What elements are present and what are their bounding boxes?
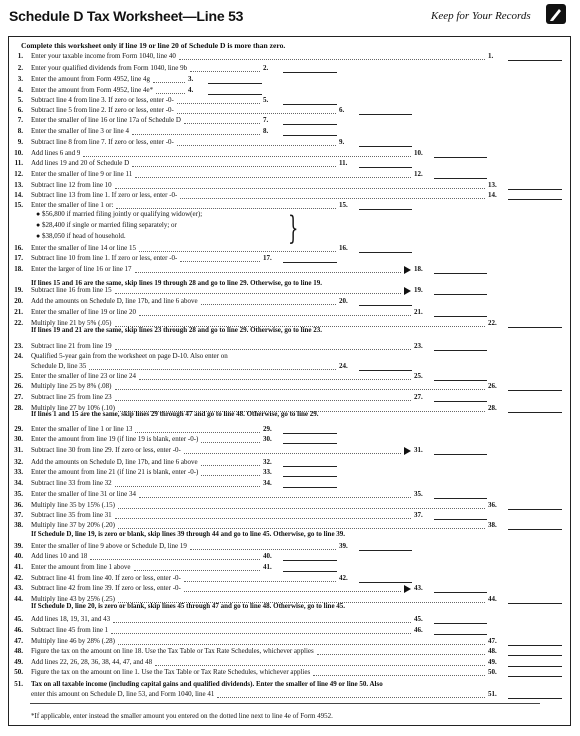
bullet-text: $38,050 if head of household. xyxy=(41,232,126,240)
line-number: 23. xyxy=(14,342,23,350)
dot-leader xyxy=(115,394,411,401)
dot-leader xyxy=(190,543,336,550)
line-text: Subtract line 10 from line 1. If zero or less, enter -0- xyxy=(31,254,178,262)
dot-leader xyxy=(115,343,411,350)
footnote: *If applicable, enter instead the smaller amount you entered on the dotted line next to line 4e of Form 4952. xyxy=(31,712,333,720)
amount-entry-field[interactable] xyxy=(508,404,562,413)
dot-leader xyxy=(115,182,485,189)
amount-entry-field[interactable] xyxy=(434,584,487,593)
box-label: 36. xyxy=(488,501,497,509)
box-label: 20. xyxy=(339,297,348,305)
amount-entry-field[interactable] xyxy=(283,468,337,477)
box-label: 45. xyxy=(414,615,423,623)
instruction-lines-1-15: If lines 1 and 15 are the same, skip lines 29 through 47 and go to line 48. Otherwise, go to line 29. xyxy=(31,410,319,418)
amount-entry-field[interactable] xyxy=(359,201,412,210)
box-label: 44. xyxy=(488,595,497,603)
amount-entry-field[interactable] xyxy=(508,319,562,328)
line-number: 42. xyxy=(14,574,23,582)
instruction-sched-d-line-20: If Schedule D, line 20, is zero or blank, skip lines 45 through 47 and go to line 48. Otherwise, go to line 45. xyxy=(31,602,346,610)
dot-leader xyxy=(155,659,485,666)
line-text: Enter your taxable income from Form 1040, line 40 xyxy=(31,52,176,60)
box-label: 13. xyxy=(488,181,497,189)
amount-entry-field[interactable] xyxy=(359,574,412,583)
dot-leader xyxy=(139,245,336,252)
dot-leader xyxy=(217,691,485,698)
line-text-continued: Schedule D, line 35 xyxy=(31,362,87,370)
line-text: Enter the smaller of line 14 or line 15 xyxy=(31,244,136,252)
line-number: 48. xyxy=(14,647,23,655)
line-number: 5. xyxy=(17,96,23,104)
dot-leader xyxy=(134,564,260,571)
amount-entry-field[interactable] xyxy=(283,254,337,263)
line-number: 38. xyxy=(14,521,23,529)
line-number: 29. xyxy=(14,425,23,433)
amount-entry-field[interactable] xyxy=(434,342,487,351)
amount-entry-field[interactable] xyxy=(508,52,562,61)
line-number: 34. xyxy=(14,479,23,487)
arrow-icon xyxy=(404,447,411,455)
line-number: 50. xyxy=(14,668,23,676)
box-label: 46. xyxy=(414,626,423,634)
dot-leader xyxy=(139,373,411,380)
line-text: Multiply line 37 by 20% (.20) xyxy=(31,521,115,529)
line-number: 39. xyxy=(14,542,23,550)
line-number: 21. xyxy=(14,308,23,316)
box-label: 41. xyxy=(263,563,272,571)
box-label: 33. xyxy=(263,468,272,476)
amount-entry-field[interactable] xyxy=(508,690,562,699)
arrow-icon xyxy=(404,287,411,295)
amount-entry-field[interactable] xyxy=(508,191,562,200)
amount-entry-field[interactable] xyxy=(434,149,487,158)
line-text: Enter the smaller of line 19 or line 20 xyxy=(31,308,136,316)
line-number: 2. xyxy=(17,64,23,72)
line-number: 16. xyxy=(14,244,23,252)
box-label: 42. xyxy=(339,574,348,582)
line-number: 22. xyxy=(14,319,23,327)
amount-entry-field[interactable] xyxy=(359,362,412,371)
amount-entry-field[interactable] xyxy=(434,446,487,455)
line-text: Enter the amount from Form 4952, line 4g xyxy=(31,75,150,83)
line-number: 14. xyxy=(14,191,23,199)
amount-entry-field[interactable] xyxy=(508,521,562,530)
amount-entry-field[interactable] xyxy=(434,265,487,274)
amount-entry-field[interactable] xyxy=(434,490,487,499)
amount-entry-field[interactable] xyxy=(283,552,337,561)
dot-leader xyxy=(156,87,185,94)
box-label: 32. xyxy=(263,458,272,466)
line-text: Tax on all taxable income (including capital gains and qualified dividends). Enter the smaller of line 49 or line 50. Also xyxy=(31,680,383,688)
line-number: 35. xyxy=(14,490,23,498)
box-label: 19. xyxy=(414,286,423,294)
line-text: Enter the amount from Form 4952, line 4e* xyxy=(31,86,154,94)
line-text: Add lines 18, 19, 31, and 43 xyxy=(31,615,111,623)
line-number: 13. xyxy=(14,181,23,189)
dot-leader xyxy=(179,53,485,60)
dot-leader xyxy=(201,436,260,443)
bullet-text: $28,400 if single or married filing separately; or xyxy=(41,221,177,229)
box-label: 2. xyxy=(263,64,269,72)
amount-entry-field[interactable] xyxy=(283,64,337,73)
dot-leader xyxy=(184,585,401,592)
line-text: Enter the smaller of line 9 or line 11 xyxy=(31,170,133,178)
box-label: 27. xyxy=(414,393,423,401)
line-text: Subtract line 35 from line 31 xyxy=(31,511,112,519)
line-number: 24. xyxy=(14,352,23,360)
box-label: 30. xyxy=(263,435,272,443)
amount-entry-field[interactable] xyxy=(283,425,337,434)
line-text: Multiply line 27 by 10% (.10) xyxy=(31,404,115,412)
box-label: 26. xyxy=(488,382,497,390)
line-number: 37. xyxy=(14,511,23,519)
amount-entry-field[interactable] xyxy=(283,127,337,136)
line-text: Subtract line 33 from line 32 xyxy=(31,479,112,487)
box-label: 23. xyxy=(414,342,423,350)
amount-entry-field[interactable] xyxy=(434,615,487,624)
box-label: 14. xyxy=(488,191,497,199)
line-text: Enter the smaller of line 16 or line 17a of Schedule D xyxy=(31,116,181,124)
amount-entry-field[interactable] xyxy=(508,181,562,190)
amount-entry-field[interactable] xyxy=(434,372,487,381)
line-text: Subtract line 8 from line 7. If zero or less, enter -0- xyxy=(31,138,174,146)
line-text: Enter your qualified dividends from Form 1040, line 9b xyxy=(31,64,188,72)
dot-leader xyxy=(90,553,260,560)
box-label: 28. xyxy=(488,404,497,412)
line-number: 25. xyxy=(14,372,23,380)
amount-entry-field[interactable] xyxy=(283,458,337,467)
line-text: Add lines 6 and 9 xyxy=(31,149,81,157)
dot-leader xyxy=(184,447,401,454)
line-number: 19. xyxy=(14,286,23,294)
line-text: Enter the smaller of line 31 or line 34 xyxy=(31,490,136,498)
line-number: 44. xyxy=(14,595,23,603)
pen-icon xyxy=(546,4,566,24)
line-text: Enter the larger of line 16 or line 17 xyxy=(31,265,132,273)
box-label: 22. xyxy=(488,319,497,327)
dot-leader xyxy=(89,363,336,370)
dot-leader xyxy=(115,480,260,487)
dot-leader xyxy=(111,627,411,634)
box-label: 49. xyxy=(488,658,497,666)
amount-entry-field[interactable] xyxy=(208,75,262,84)
amount-entry-field[interactable] xyxy=(434,286,487,295)
worksheet-intro: Complete this worksheet only if line 19 or line 20 of Schedule D is more than zero. xyxy=(21,41,286,50)
amount-entry-field[interactable] xyxy=(359,244,412,253)
dot-leader xyxy=(135,171,411,178)
box-label: 40. xyxy=(263,552,272,560)
line-text: Multiply line 43 by 25% (.25) xyxy=(31,595,115,603)
box-label: 4. xyxy=(188,86,194,94)
line-text: Subtract line 21 from line 19 xyxy=(31,342,112,350)
box-label: 3. xyxy=(188,75,194,83)
amount-entry-field[interactable] xyxy=(508,647,562,656)
dot-leader xyxy=(113,616,411,623)
box-label: 17. xyxy=(263,254,272,262)
line-text: Figure the tax on the amount on line 1. Use the Tax Table or Tax Rate Schedules, whichever applies xyxy=(31,668,311,676)
line-text: Multiply line 21 by 5% (.05) xyxy=(31,319,112,327)
box-label: 21. xyxy=(414,308,423,316)
box-label: 37. xyxy=(414,511,423,519)
keep-records-note: Keep for Your Records xyxy=(431,10,531,22)
line-number: 8. xyxy=(17,127,23,135)
dot-leader xyxy=(317,648,485,655)
bullet-single: ● $28,400 if single or married filing separately; or xyxy=(36,221,177,229)
line-number: 6. xyxy=(17,106,23,114)
dot-leader xyxy=(313,669,485,676)
line-text: Subtract line 4 from line 3. If zero or less, enter -0- xyxy=(31,96,174,104)
line-number: 28. xyxy=(14,404,23,412)
line-text: Multiply line 25 by 8% (.08) xyxy=(31,382,112,390)
box-label: 7. xyxy=(263,116,269,124)
line-number: 45. xyxy=(14,615,23,623)
amount-entry-field[interactable] xyxy=(283,96,337,105)
line-number: 3. xyxy=(17,75,23,83)
dot-leader xyxy=(139,491,411,498)
arrow-icon xyxy=(404,266,411,274)
line-text: Enter the amount from line 21 (if line 21 is blank, enter -0-) xyxy=(31,468,199,476)
line-number: 33. xyxy=(14,468,23,476)
dot-leader xyxy=(115,512,411,519)
box-label: 5. xyxy=(263,96,269,104)
box-label: 43. xyxy=(414,584,423,592)
amount-entry-field[interactable] xyxy=(359,297,412,306)
box-label: 25. xyxy=(414,372,423,380)
dot-leader xyxy=(180,255,260,262)
line-text: Add lines 19 and 20 of Schedule D xyxy=(31,159,130,167)
dot-leader xyxy=(132,160,336,167)
dot-leader xyxy=(135,266,401,273)
line-text: Subtract line 25 from line 23 xyxy=(31,393,112,401)
line-number: 4. xyxy=(17,86,23,94)
box-label: 34. xyxy=(263,479,272,487)
dot-leader xyxy=(190,65,260,72)
line-number: 43. xyxy=(14,584,23,592)
line-text: Subtract line 13 from line 1. If zero or less, enter -0- xyxy=(31,191,178,199)
line-text: Multiply line 46 by 28% (.28) xyxy=(31,637,115,645)
line-text: Subtract line 45 from line 1 xyxy=(31,626,109,634)
dot-leader xyxy=(118,638,485,645)
line-number: 49. xyxy=(14,658,23,666)
dot-leader xyxy=(116,202,336,209)
amount-entry-field[interactable] xyxy=(434,170,487,179)
line-text: Add the amounts on Schedule D, line 17b, and line 6 above xyxy=(31,297,198,305)
line-text: Qualified 5-year gain from the worksheet on page D-10. Also enter on xyxy=(31,352,228,360)
line-text: Subtract line 30 from line 29. If zero or less, enter -0- xyxy=(31,446,181,454)
dot-leader xyxy=(177,107,336,114)
amount-entry-field[interactable] xyxy=(508,382,562,391)
instruction-lines-19-21: If lines 19 and 21 are the same, skip lines 23 through 28 and go to line 29. Otherwise, go to line 23. xyxy=(31,326,323,334)
dot-leader xyxy=(132,128,260,135)
line-text: Add lines 10 and 18 xyxy=(31,552,88,560)
line-text: Figure the tax on the amount on line 18. Use the Tax Table or Tax Rate Schedules, whichever applies xyxy=(31,647,314,655)
line-number: 12. xyxy=(14,170,23,178)
box-label: 31. xyxy=(414,446,423,454)
line-text: Multiply line 35 by 15% (.15) xyxy=(31,501,115,509)
amount-entry-field[interactable] xyxy=(434,626,487,635)
dot-leader xyxy=(115,383,485,390)
dot-leader xyxy=(201,469,260,476)
box-label: 39. xyxy=(339,542,348,550)
box-label: 29. xyxy=(263,425,272,433)
box-label: 18. xyxy=(414,265,423,273)
dot-leader xyxy=(118,522,485,529)
line-number: 46. xyxy=(14,626,23,634)
amount-entry-field[interactable] xyxy=(359,138,412,147)
line-text: Enter the smaller of line 1 or line 13 xyxy=(31,425,133,433)
box-label: 12. xyxy=(414,170,423,178)
bullet-head-household: ● $38,050 if head of household. xyxy=(36,232,126,240)
line-number: 51. xyxy=(14,680,23,688)
arrow-icon xyxy=(404,585,411,593)
amount-entry-field[interactable] xyxy=(508,668,562,677)
box-label: 1. xyxy=(488,52,494,60)
amount-entry-field[interactable] xyxy=(283,479,337,488)
dot-leader xyxy=(184,117,260,124)
dot-leader xyxy=(177,139,336,146)
line-number: 26. xyxy=(14,382,23,390)
amount-entry-field[interactable] xyxy=(359,106,412,115)
amount-entry-field[interactable] xyxy=(508,658,562,667)
dot-leader xyxy=(184,575,336,582)
amount-entry-field[interactable] xyxy=(359,542,412,551)
line-number: 20. xyxy=(14,297,23,305)
dot-leader xyxy=(139,309,411,316)
line-text: Enter the smaller of line 1 or: xyxy=(31,201,114,209)
line-text: Subtract line 5 from line 2. If zero or less, enter -0- xyxy=(31,106,174,114)
dot-leader xyxy=(153,76,185,83)
instruction-lines-15-16: If lines 15 and 16 are the same, skip lines 19 through 28 and go to line 29. Otherwise, go to line 19. xyxy=(31,279,323,287)
dot-leader xyxy=(201,459,260,466)
dot-leader xyxy=(115,287,401,294)
line-number: 17. xyxy=(14,254,23,262)
dot-leader xyxy=(201,298,336,305)
line-text: Add the amounts on Schedule D, line 17b, and line 6 above xyxy=(31,458,198,466)
box-label: 35. xyxy=(414,490,423,498)
box-label: 15. xyxy=(339,201,348,209)
line-number: 7. xyxy=(17,116,23,124)
amount-entry-field[interactable] xyxy=(508,595,562,604)
amount-entry-field[interactable] xyxy=(434,308,487,317)
line-text: Subtract line 12 from line 10 xyxy=(31,181,112,189)
bullet-text: $56,800 if married filing jointly or qualifying widow(er); xyxy=(41,210,203,218)
worksheet-title: Schedule D Tax Worksheet—Line 53 xyxy=(9,8,244,24)
line-number: 27. xyxy=(14,393,23,401)
line-text: Enter the smaller of line 3 or line 4 xyxy=(31,127,129,135)
line-number: 36. xyxy=(14,501,23,509)
line-number: 15. xyxy=(14,201,23,209)
footnote-divider xyxy=(30,703,540,704)
box-label: 9. xyxy=(339,138,345,146)
line-number: 18. xyxy=(14,265,23,273)
line-number: 41. xyxy=(14,563,23,571)
line-number: 47. xyxy=(14,637,23,645)
box-label: 11. xyxy=(339,159,348,167)
amount-entry-field[interactable] xyxy=(283,116,337,125)
dot-leader xyxy=(118,502,485,509)
amount-entry-field[interactable] xyxy=(208,86,262,95)
line-text: Enter the smaller of line 9 above or Schedule D, line 19 xyxy=(31,542,187,550)
line-text-continued: enter this amount on Schedule D, line 53, and Form 1040, line 41 xyxy=(31,690,215,698)
line-number: 31. xyxy=(14,446,23,454)
line-number: 10. xyxy=(14,149,23,157)
line-text: Enter the amount from line 1 above xyxy=(31,563,131,571)
bullet-married-joint: ● $56,800 if married filing jointly or qualifying widow(er); xyxy=(36,210,203,218)
box-label: 24. xyxy=(339,362,348,370)
box-label: 48. xyxy=(488,647,497,655)
line-number: 11. xyxy=(14,159,23,167)
brace-icon: } xyxy=(288,209,299,247)
line-text: Enter the smaller of line 23 or line 24 xyxy=(31,372,136,380)
line-text: Subtract line 41 from line 40. If zero or less, enter -0- xyxy=(31,574,181,582)
line-text: Enter the amount from line 19 (if line 19 is blank, enter -0-) xyxy=(31,435,199,443)
amount-entry-field[interactable] xyxy=(359,159,412,168)
amount-entry-field[interactable] xyxy=(508,637,562,646)
box-label: 16. xyxy=(339,244,348,252)
instruction-sched-d-line-19: If Schedule D, line 19, is zero or blank, skip lines 39 through 44 and go to line 45. Otherwise, go to line 39. xyxy=(31,530,346,538)
amount-entry-field[interactable] xyxy=(508,501,562,510)
amount-entry-field[interactable] xyxy=(283,563,337,572)
box-label: 51. xyxy=(488,690,497,698)
box-label: 47. xyxy=(488,637,497,645)
dot-leader xyxy=(135,426,260,433)
amount-entry-field[interactable] xyxy=(434,511,487,520)
box-label: 10. xyxy=(414,149,423,157)
line-text: Add lines 22, 26, 28, 36, 38, 44, 47, and 48 xyxy=(31,658,153,666)
box-label: 50. xyxy=(488,668,497,676)
line-number: 30. xyxy=(14,435,23,443)
line-number: 1. xyxy=(17,52,23,60)
dot-leader xyxy=(177,97,260,104)
line-number: 32. xyxy=(14,458,23,466)
dot-leader xyxy=(83,150,411,157)
box-label: 38. xyxy=(488,521,497,529)
amount-entry-field[interactable] xyxy=(434,393,487,402)
box-label: 8. xyxy=(263,127,269,135)
line-text: Subtract line 16 from line 15 xyxy=(31,286,112,294)
line-number: 40. xyxy=(14,552,23,560)
line-number: 9. xyxy=(17,138,23,146)
box-label: 6. xyxy=(339,106,345,114)
line-text: Subtract line 42 from line 39. If zero or less, enter -0- xyxy=(31,584,181,592)
dot-leader xyxy=(180,192,485,199)
amount-entry-field[interactable] xyxy=(283,435,337,444)
